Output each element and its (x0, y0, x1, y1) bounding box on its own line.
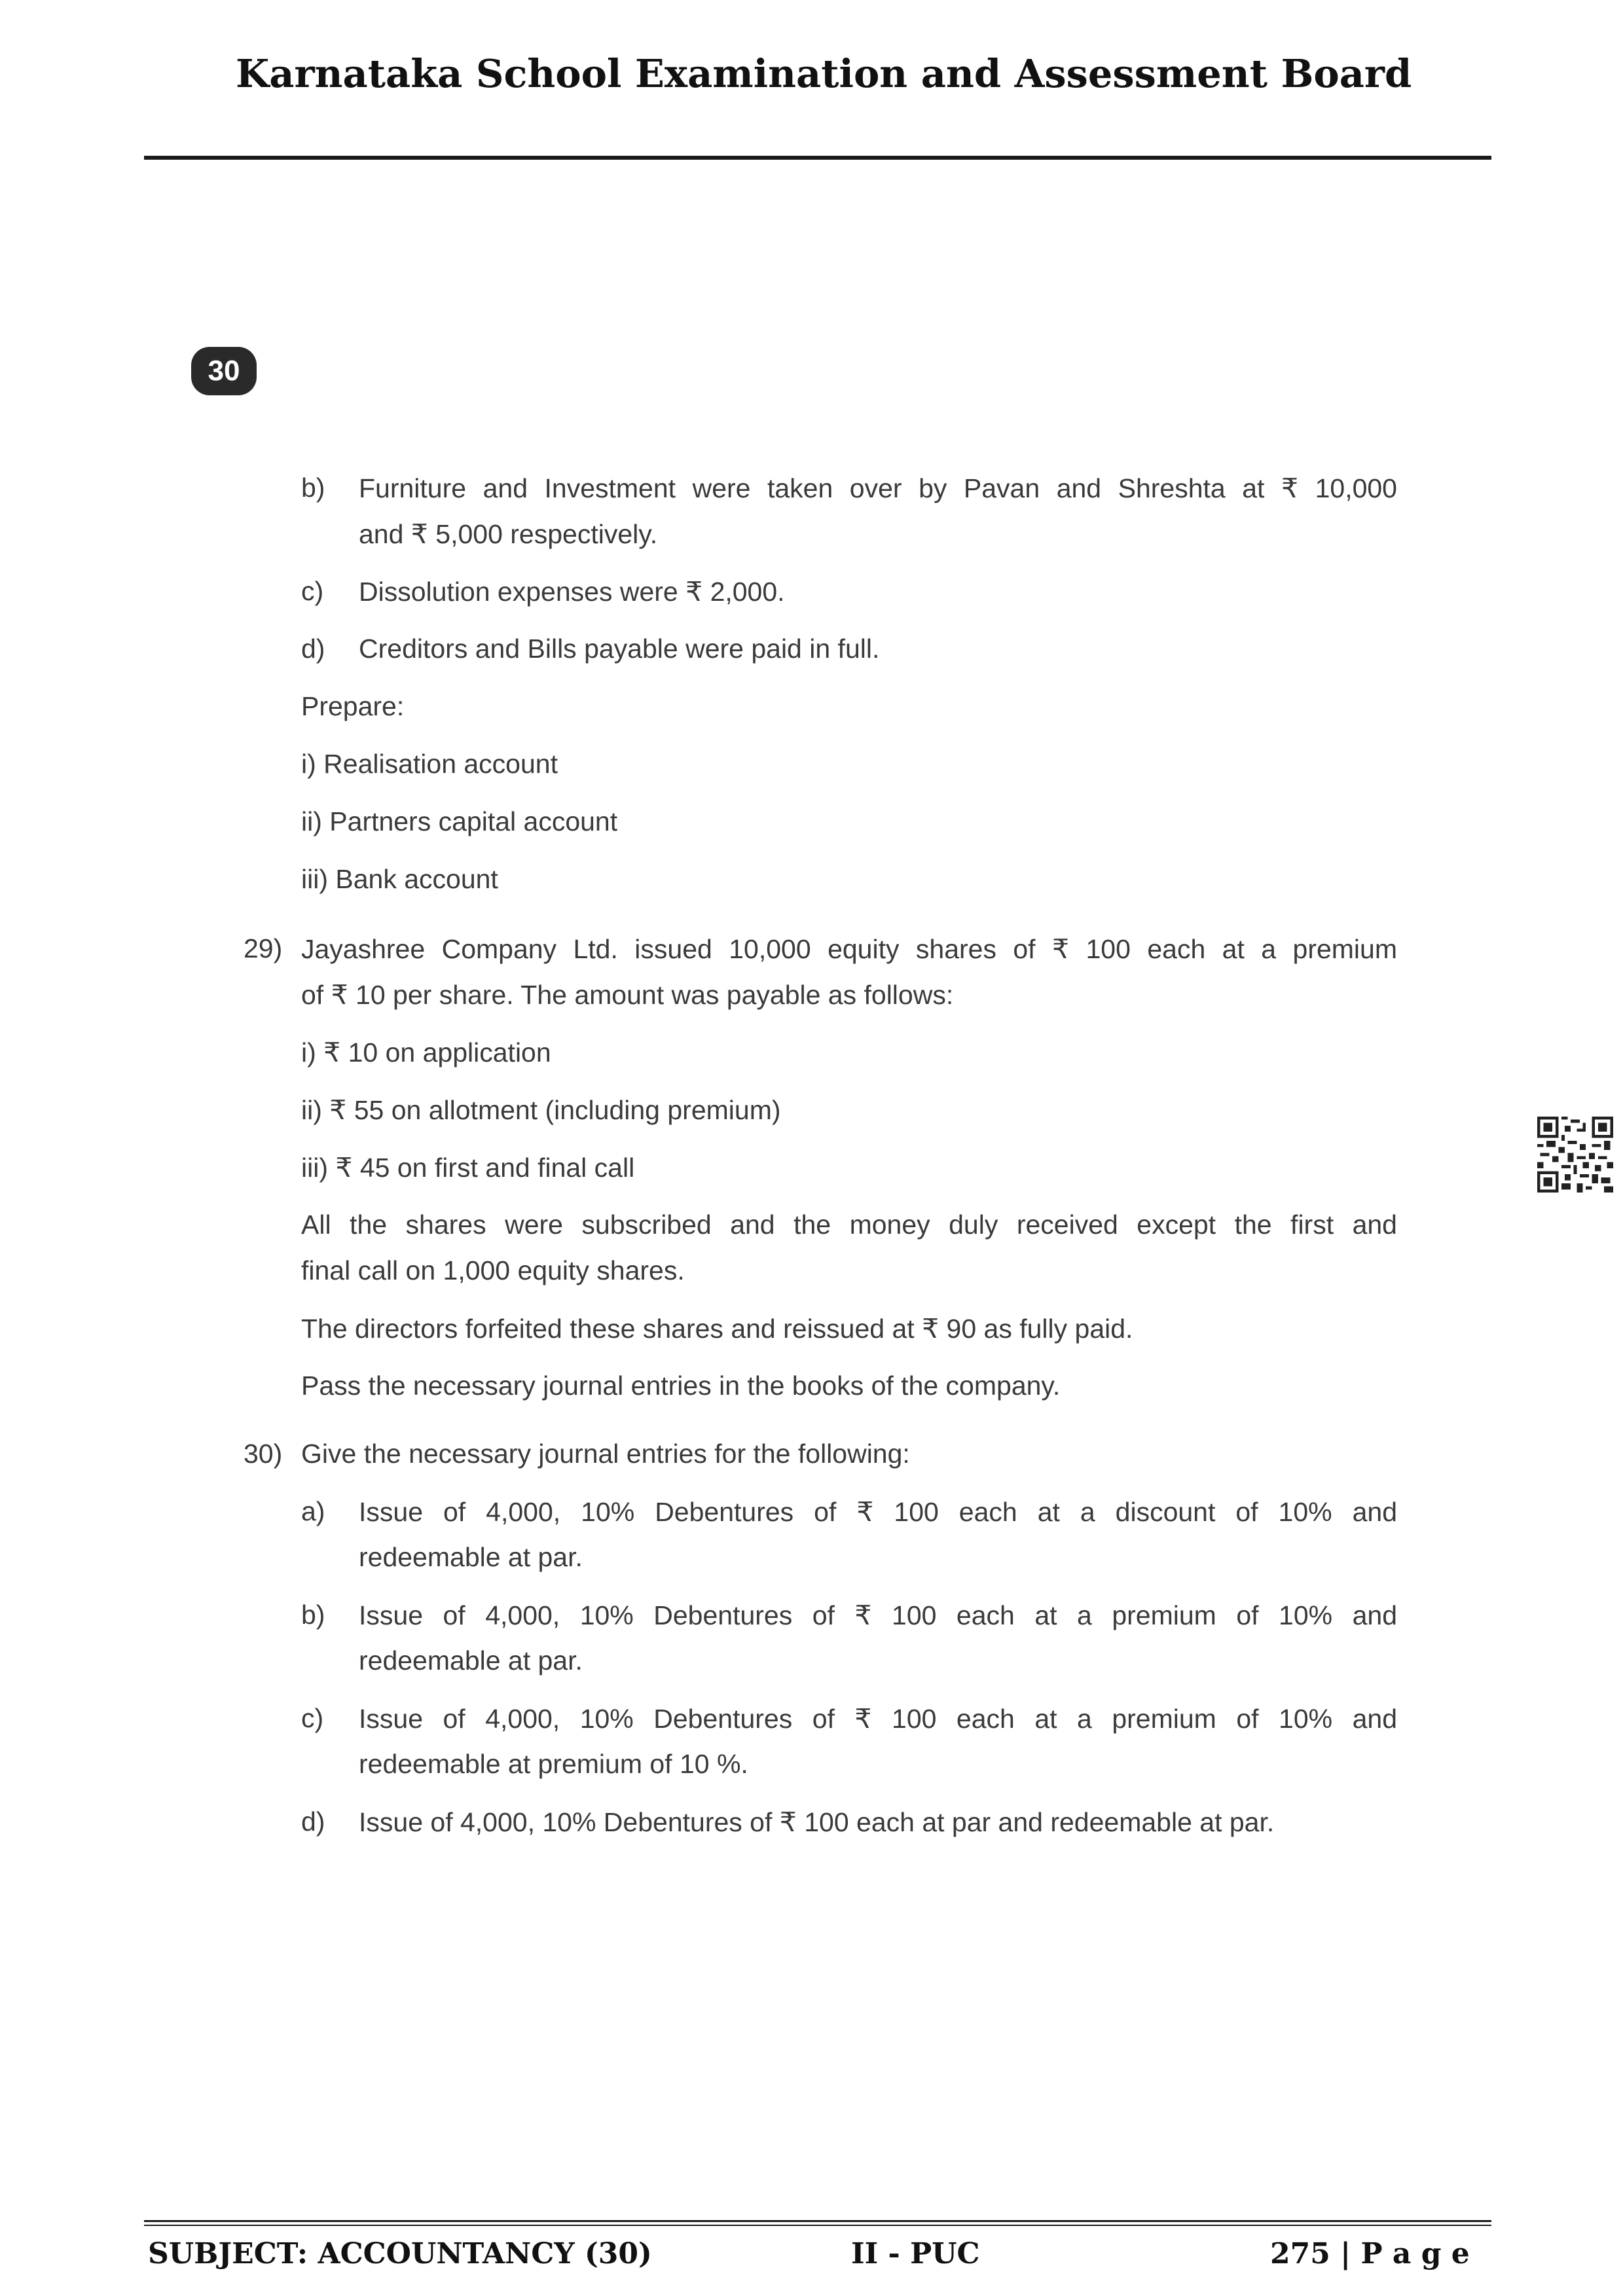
q29-para3: Pass the necessary journal entries in the books of the company. (301, 1371, 1061, 1401)
header-title: Karnataka School Examination and Assessment Board (236, 51, 1412, 96)
q28-item-b-line1: Furniture and Investment were taken over by Pavan and Shreshta at ₹ 10,000 (359, 473, 1397, 503)
q29-line2: of ₹ 10 per share. The amount was payable as follows: (301, 980, 954, 1010)
prepare-item-capital: ii) Partners capital account (301, 806, 618, 836)
qr-code-icon (1537, 1117, 1613, 1193)
footer-divider (144, 2220, 1491, 2222)
footer-page-number: 275 | P a g e (1270, 2237, 1470, 2270)
q28-item-c-line1: Dissolution expenses were ₹ 2,000. (359, 577, 785, 607)
header-divider (144, 156, 1491, 160)
q30-item-a-line1: Issue of 4,000, 10% Debentures of ₹ 100 each at a discount of 10% and (359, 1497, 1397, 1527)
q30-item-d-line1: Issue of 4,000, 10% Debentures of ₹ 100 each at par and redeemable at par. (359, 1807, 1275, 1837)
q28-item-d-line1: Creditors and Bills payable were paid in full. (359, 634, 880, 664)
page-badge: 30 (191, 347, 257, 395)
q30-item-b-line1: Issue of 4,000, 10% Debentures of ₹ 100 each at a premium of 10% and (359, 1600, 1397, 1630)
footer-divider-thin (144, 2225, 1491, 2226)
q28-item-label-b: b) (301, 473, 325, 503)
q29-para1-line2: final call on 1,000 equity shares. (301, 1255, 685, 1285)
prepare-item-bank: iii) Bank account (301, 864, 498, 894)
q30-item-a-line2: redeemable at par. (359, 1542, 583, 1572)
q30-item-label-d: d) (301, 1806, 325, 1837)
q29-item-call: iii) ₹ 45 on first and final call (301, 1153, 635, 1183)
q30-item-c-line2: redeemable at premium of 10 %. (359, 1749, 748, 1779)
q29-para1-line1: All the shares were subscribed and the money duly received except the first and (301, 1210, 1397, 1240)
q30-item-label-a: a) (301, 1496, 325, 1526)
q28-item-label-d: d) (301, 634, 325, 664)
q30-number: 30) (244, 1439, 283, 1469)
prepare-item-realisation: i) Realisation account (301, 749, 558, 779)
q28-item-b-line2: and ₹ 5,000 respectively. (359, 519, 658, 549)
q29-item-allotment: ii) ₹ 55 on allotment (including premium) (301, 1095, 781, 1125)
q29-number: 29) (244, 933, 283, 963)
q29-para2: The directors forfeited these shares and reissued at ₹ 90 as fully paid. (301, 1314, 1133, 1344)
q28-item-label-c: c) (301, 576, 324, 606)
footer-class: II - PUC (851, 2237, 980, 2270)
q30-item-label-c: c) (301, 1703, 324, 1733)
q29-line1: Jayashree Company Ltd. issued 10,000 equity shares of ₹ 100 each at a premium (301, 934, 1397, 964)
q30-item-b-line2: redeemable at par. (359, 1645, 583, 1676)
footer-subject: SUBJECT: ACCOUNTANCY (30) (148, 2237, 652, 2270)
prepare-label: Prepare: (301, 691, 405, 721)
q30-intro: Give the necessary journal entries for the following: (301, 1439, 910, 1469)
q30-item-label-b: b) (301, 1600, 325, 1630)
q29-item-application: i) ₹ 10 on application (301, 1037, 551, 1067)
q30-item-c-line1: Issue of 4,000, 10% Debentures of ₹ 100 each at a premium of 10% and (359, 1704, 1397, 1734)
